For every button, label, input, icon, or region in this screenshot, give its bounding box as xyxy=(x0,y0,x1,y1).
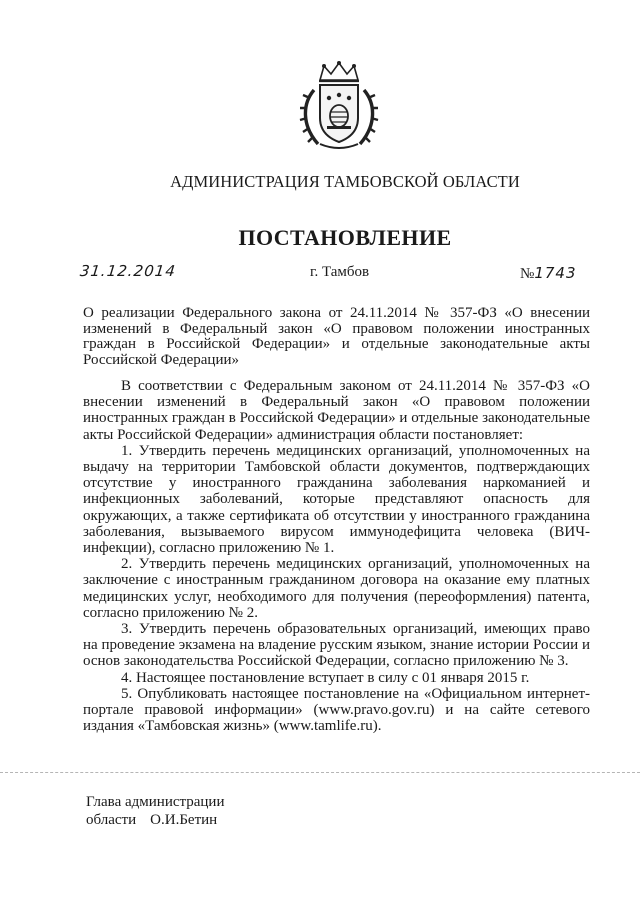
item-paragraph: 5. Опубликовать настоящее постановление на «Официальном интернет-портале правовой информации» (www.pravo.gov.ru) и на сайте сетевого издания «Тамбовская жизнь» (www.tamlife.ru). xyxy=(83,685,590,735)
document-number xyxy=(520,264,577,283)
number-value: 1743 xyxy=(534,264,577,282)
document-type-title: ПОСТАНОВЛЕНИЕ xyxy=(238,225,452,250)
item-paragraph: 2. Утвердить перечень медицинских организаций, уполномоченных на заключение с иностранным гражданином договора на оказание ему платных медицинских услуг, необходимого для получения (переоформления) патента, согласно приложению № 2. xyxy=(83,556,590,621)
item-paragraph: 4. Настоящее постановление вступает в силу с 01 января 2015 г. xyxy=(121,669,530,686)
number-sign: № xyxy=(520,266,535,282)
signature-block xyxy=(86,793,224,829)
document-city: г. Тамбов xyxy=(310,264,370,280)
signatory-position-line1: Глава администрации xyxy=(86,794,225,810)
document-meta-row xyxy=(80,264,580,288)
organization-name: АДМИНИСТРАЦИЯ ТАМБОВСКОЙ ОБЛАСТИ xyxy=(170,172,520,191)
item-paragraph: 3. Утвердить перечень образовательных организаций, имеющих право на проведение экзамена на владение русским языком, знание истории России и основ законодательства Российской Федерации, согласно приложению № 3. xyxy=(83,621,590,670)
document-body xyxy=(83,378,590,734)
signatory-position-line2: области xyxy=(86,812,137,828)
signatory-row xyxy=(86,811,224,829)
item-paragraph: 1. Утвердить перечень медицинских организаций, уполномоченных на выдачу на территории Тамбовской области документов, подтверждающих отсутствие у иностранного гражданина заболевания наркоманией и инфекционных заболеваний, которые представляют опасность для окружающих, а также сертификата об отсутствии у иностранного гражданина заболевания, вызываемого вирусом иммунодефицита человека (ВИЧ-инфекции), согласно приложению № 1. xyxy=(83,442,590,557)
preamble-paragraph: В соответствии с Федеральным законом от 24.11.2014 № 357-ФЗ «О внесении изменений в Федеральный закон «О правовом положении иностранных граждан в Российской Федерации» и отдельные законодательные акты Российской Федерации» администрация области постановляет: xyxy=(83,378,590,443)
signatory-name: О.И.Бетин xyxy=(150,812,218,828)
document-subject: О реализации Федерального закона от 24.11.2014 № 357-ФЗ «О внесении изменений в Федеральный закон «О правовом положении иностранных граждан в Российской Федерации» и отдельные законодательные акты Российской Федерации» xyxy=(83,305,590,368)
scan-divider-line xyxy=(0,772,640,773)
tambov-coat-of-arms-icon xyxy=(296,60,382,152)
document-date: 31.12.2014 xyxy=(79,262,177,280)
